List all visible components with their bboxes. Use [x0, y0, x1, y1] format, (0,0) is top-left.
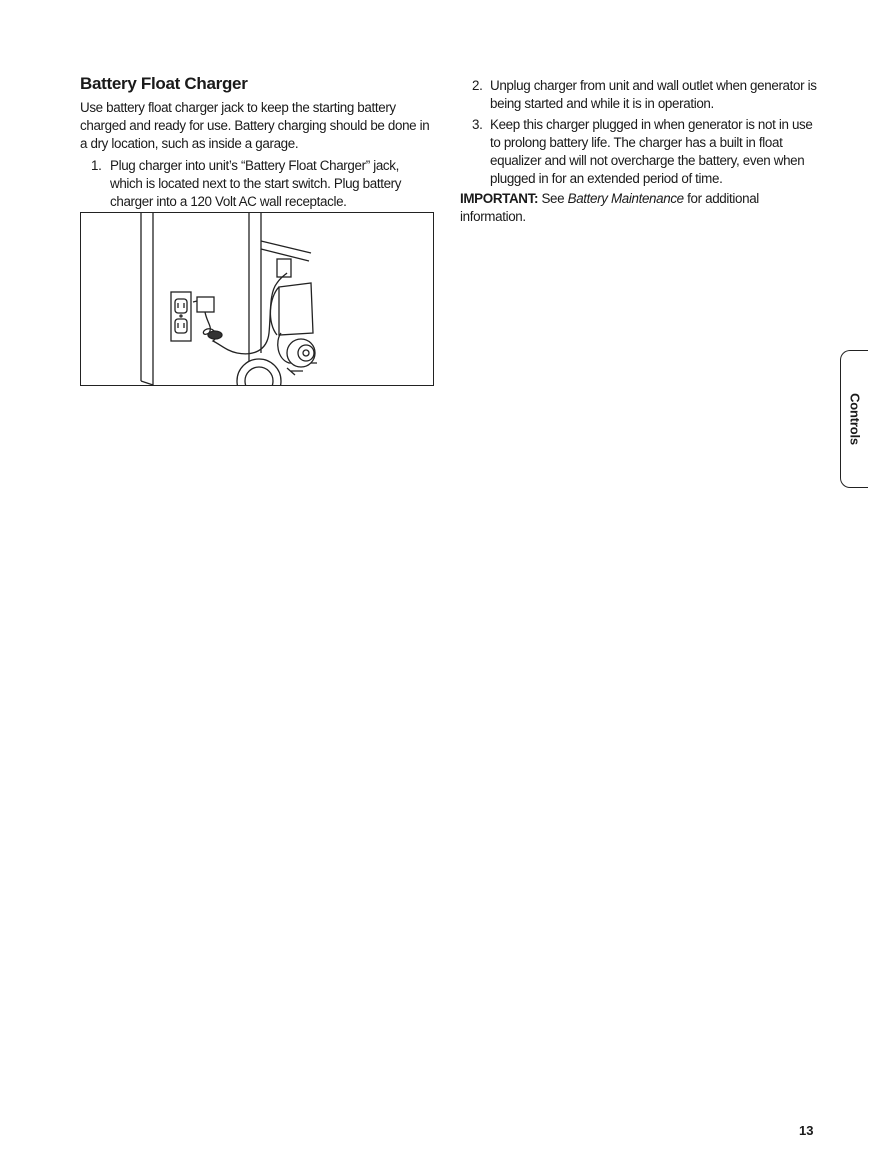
list-item-number: 2. — [472, 78, 483, 93]
section-tab-label: Controls — [847, 393, 862, 445]
important-post: for additional information. — [460, 191, 759, 224]
charger-illustration — [80, 212, 434, 386]
section-tab — [840, 350, 868, 488]
intro-paragraph: Use battery float charger jack to keep the starting battery charged and ready for use. Battery charging should be done in a dry location, such as inside a garage. — [80, 100, 430, 151]
list-item-number: 1. — [91, 158, 102, 173]
page-number: 13 — [799, 1123, 814, 1138]
battery-maintenance-reference: Battery Maintenance — [567, 191, 684, 206]
charger-illustration-icon — [81, 213, 434, 386]
list-item-number: 3. — [472, 117, 483, 132]
section-title: Battery Float Charger — [80, 74, 248, 93]
important-label: IMPORTANT: — [460, 191, 539, 206]
important-note — [460, 190, 810, 226]
important-pre: See — [538, 191, 568, 206]
list-item-text: Unplug charger from unit and wall outlet when generator is being started and while it is in operation. — [490, 78, 817, 111]
list-item-text: Plug charger into unit’s “Battery Float Charger” jack, which is located next to the start switch. Plug battery charger into a 120 Volt AC wall receptacle. — [110, 158, 402, 209]
list-item-text: Keep this charger plugged in when generator is not in use to prolong battery life. The charger has a built in float equalizer and will not overcharge the battery, even when plugged in for an extended period of time. — [490, 117, 813, 186]
